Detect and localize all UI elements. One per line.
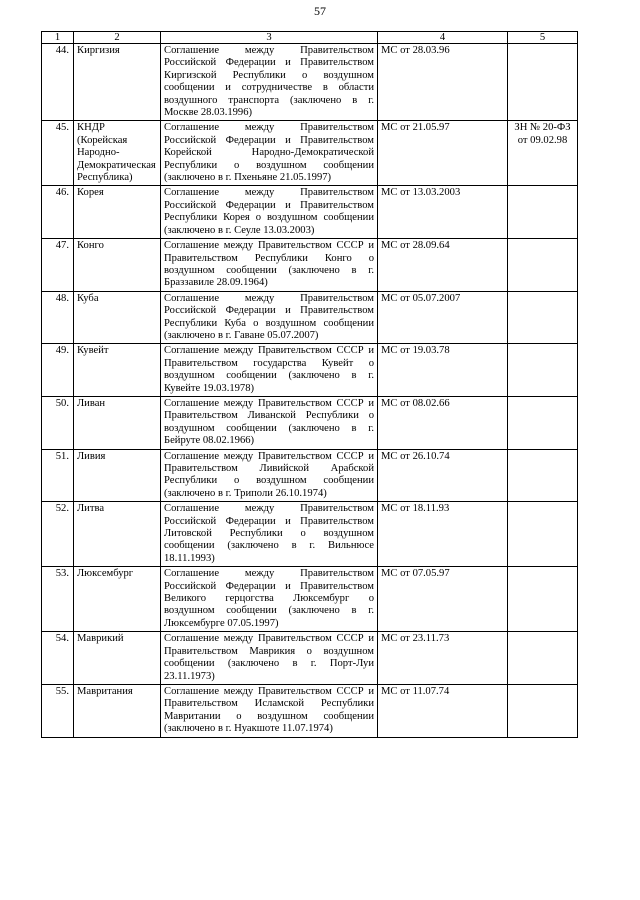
- law-note: [508, 684, 578, 737]
- country-name: КНДР (Корейская Народно-Демократическая Республика): [74, 121, 161, 186]
- law-note: [508, 44, 578, 121]
- agreement-text: Соглашение между Правительством Российской Федерации и Правительством Великого герцогства Люксембург о воздушном сообщении (заключено в г. Люксембурге 07.05.1997): [161, 567, 378, 632]
- table-row: [42, 121, 578, 186]
- agreement-text: Соглашение между Правительством Российской Федерации и Правительством Республики Куба о воздушном сообщении (заключено в г. Гаване 05.07.2007): [161, 291, 378, 344]
- law-note: [508, 567, 578, 632]
- status-text: МС от 19.03.78: [378, 344, 508, 397]
- table-header: [42, 32, 578, 44]
- status-text: МС от 05.07.2007: [378, 291, 508, 344]
- row-number: 53.: [42, 567, 74, 632]
- agreement-text: Соглашение между Правительством СССР и Правительством Маврикия о воздушном сообщении (заключено в г. Порт-Луи 23.11.1973): [161, 632, 378, 685]
- country-name: Люксембург: [74, 567, 161, 632]
- status-text: МС от 21.05.97: [378, 121, 508, 186]
- table-row: [42, 239, 578, 292]
- page-number: 57: [314, 4, 326, 18]
- row-number: 55.: [42, 684, 74, 737]
- row-number: 50.: [42, 396, 74, 449]
- agreement-text: Соглашение между Правительством СССР и Правительством Исламской Республики Мавритании о воздушном сообщении (заключено в г. Нуакшоте 11.07.1974): [161, 684, 378, 737]
- law-note: [508, 344, 578, 397]
- table-row: [42, 186, 578, 239]
- law-note: [508, 291, 578, 344]
- header-col-2: 2: [74, 32, 161, 44]
- row-number: 49.: [42, 344, 74, 397]
- row-number: 48.: [42, 291, 74, 344]
- header-col-3: 3: [161, 32, 378, 44]
- table-row: [42, 684, 578, 737]
- row-number: 44.: [42, 44, 74, 121]
- agreement-text: Соглашение между Правительством СССР и Правительством государства Кувейт о воздушном сообщении (заключено в г. Кувейте 19.03.1978): [161, 344, 378, 397]
- agreement-text: Соглашение между Правительством Российской Федерации и Правительством Корейской Народно-Демократической Республики о воздушном сообщении (заключено в г. Пхеньяне 21.05.1997): [161, 121, 378, 186]
- country-name: Куба: [74, 291, 161, 344]
- country-name: Мавритания: [74, 684, 161, 737]
- status-text: МС от 28.03.96: [378, 44, 508, 121]
- table-row: [42, 396, 578, 449]
- table-row: [42, 44, 578, 121]
- country-name: Конго: [74, 239, 161, 292]
- status-text: МС от 23.11.73: [378, 632, 508, 685]
- law-note: ЗН № 20-ФЗ от 09.02.98: [508, 121, 578, 186]
- country-name: Ливия: [74, 449, 161, 502]
- status-text: МС от 26.10.74: [378, 449, 508, 502]
- agreement-text: Соглашение между Правительством Российской Федерации и Правительством Республики Корея о воздушном сообщении (заключено в г. Сеуле 13.03.2003): [161, 186, 378, 239]
- country-name: Киргизия: [74, 44, 161, 121]
- law-note: [508, 396, 578, 449]
- table-body: [42, 44, 578, 738]
- agreements-table: [41, 31, 578, 738]
- table-row: [42, 502, 578, 567]
- agreement-text: Соглашение между Правительством СССР и Правительством Ливанской Республики о воздушном сообщении (заключено в г. Бейруте 08.02.1966): [161, 396, 378, 449]
- law-note: [508, 502, 578, 567]
- law-note: [508, 239, 578, 292]
- table-row: [42, 632, 578, 685]
- table-row: [42, 449, 578, 502]
- table-row: [42, 291, 578, 344]
- country-name: Кувейт: [74, 344, 161, 397]
- agreement-text: Соглашение между Правительством СССР и Правительством Ливийской Арабской Республики о воздушном сообщении (заключено в г. Триполи 26.10.1974): [161, 449, 378, 502]
- row-number: 51.: [42, 449, 74, 502]
- header-col-4: 4: [378, 32, 508, 44]
- status-text: МС от 11.07.74: [378, 684, 508, 737]
- law-note: [508, 449, 578, 502]
- country-name: Литва: [74, 502, 161, 567]
- law-note: [508, 186, 578, 239]
- row-number: 54.: [42, 632, 74, 685]
- agreement-text: Соглашение между Правительством Российской Федерации и Правительством Литовской Республики о воздушном сообщении (заключено в г. Вильнюсе 18.11.1993): [161, 502, 378, 567]
- row-number: 45.: [42, 121, 74, 186]
- law-note: [508, 632, 578, 685]
- header-row: [42, 32, 578, 44]
- status-text: МС от 28.09.64: [378, 239, 508, 292]
- country-name: Ливан: [74, 396, 161, 449]
- header-col-1: 1: [42, 32, 74, 44]
- row-number: 47.: [42, 239, 74, 292]
- status-text: МС от 13.03.2003: [378, 186, 508, 239]
- agreement-text: Соглашение между Правительством СССР и Правительством Республики Конго о воздушном сообщении (заключено в г. Браззавиле 28.09.1964): [161, 239, 378, 292]
- row-number: 46.: [42, 186, 74, 239]
- table-row: [42, 567, 578, 632]
- country-name: Корея: [74, 186, 161, 239]
- status-text: МС от 07.05.97: [378, 567, 508, 632]
- agreement-text: Соглашение между Правительством Российской Федерации и Правительством Киргизской Республики о воздушном сообщении и сотрудничестве в области воздушного транспорта (заключено в г. Москве 28.03.1996): [161, 44, 378, 121]
- header-col-5: 5: [508, 32, 578, 44]
- status-text: МС от 08.02.66: [378, 396, 508, 449]
- status-text: МС от 18.11.93: [378, 502, 508, 567]
- row-number: 52.: [42, 502, 74, 567]
- table-row: [42, 344, 578, 397]
- country-name: Маврикий: [74, 632, 161, 685]
